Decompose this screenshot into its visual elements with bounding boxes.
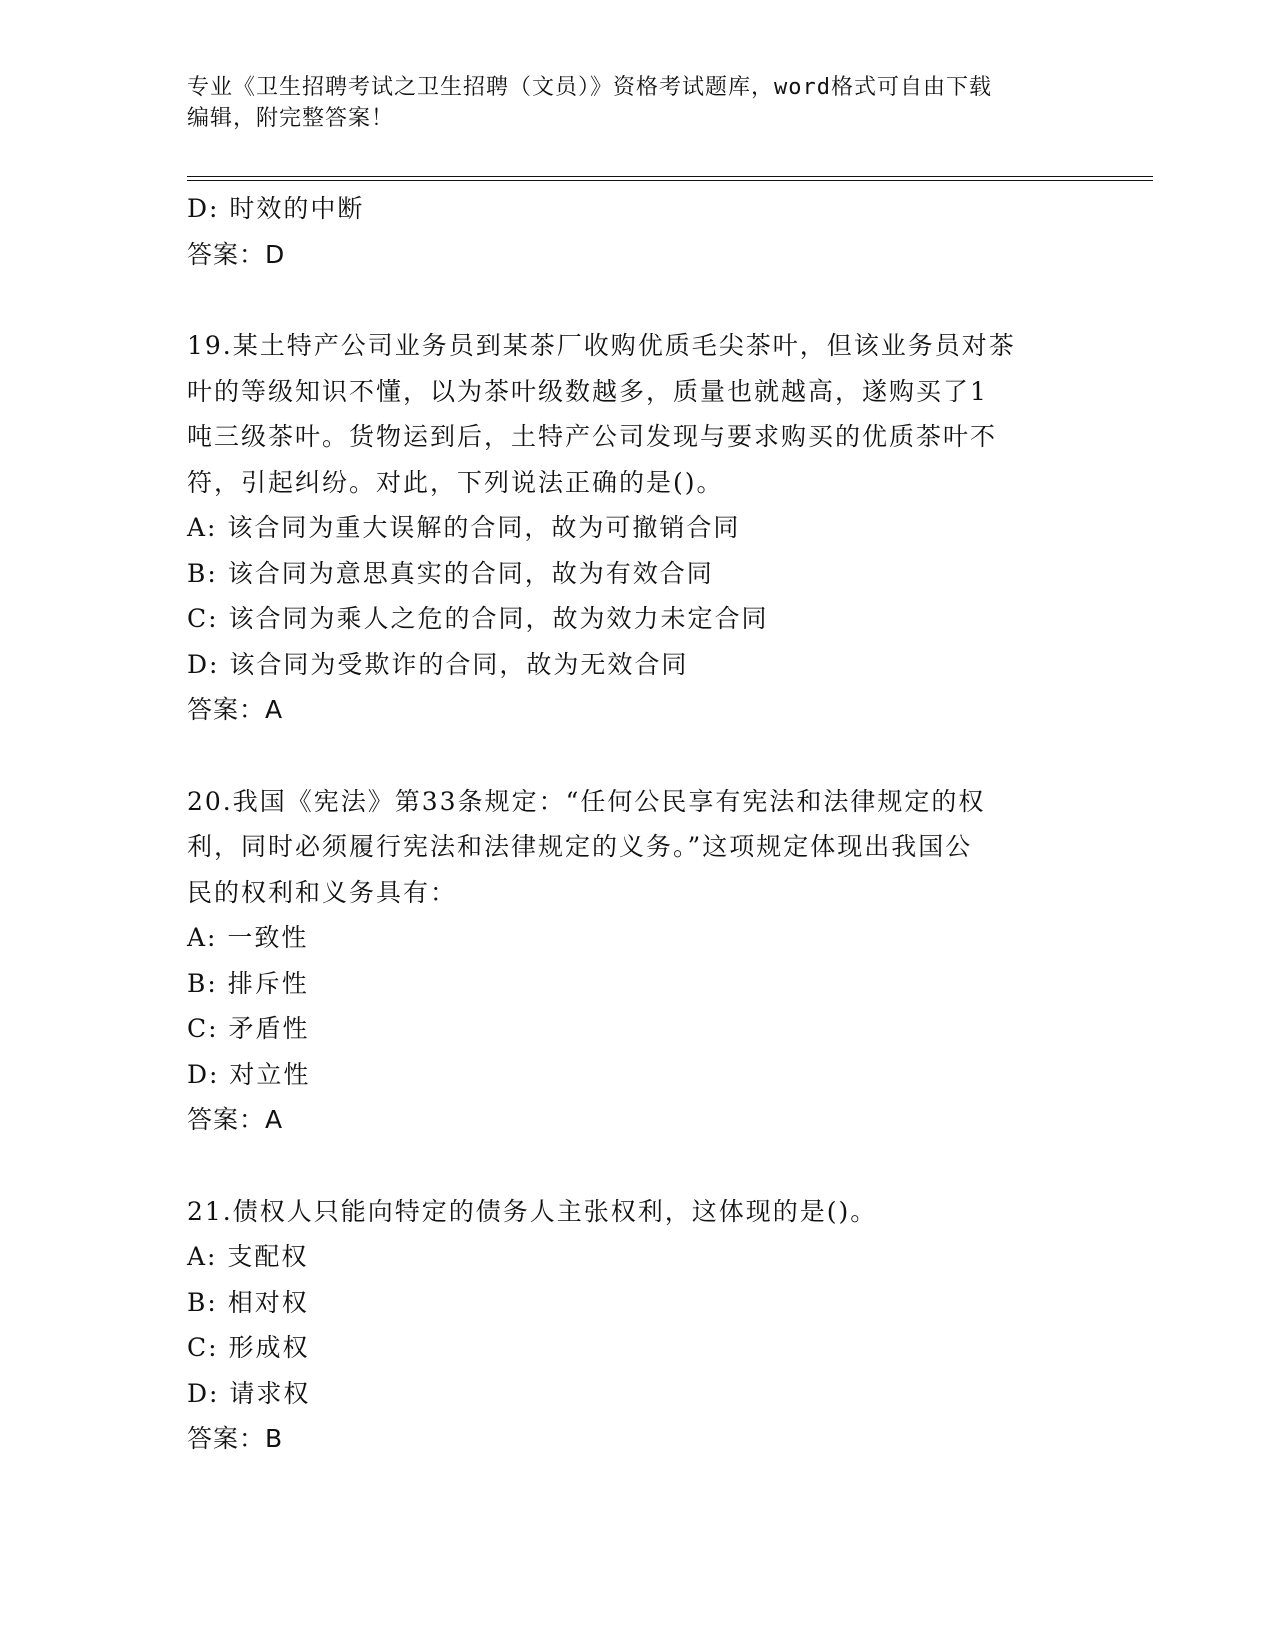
option-c: C: 该合同为乘人之危的合同，故为效力未定合同	[187, 604, 769, 633]
question-20	[187, 779, 1087, 1143]
option-c: C: 矛盾性	[187, 1014, 310, 1043]
option-a: A: 该合同为重大误解的合同，故为可撤销合同	[187, 513, 741, 542]
question-stem-line: 20.我国《宪法》第33条规定：“任何公民享有宪法和法律规定的权	[187, 786, 986, 816]
option-d: D: 对立性	[187, 1059, 311, 1089]
option-c: C: 形成权	[187, 1333, 310, 1362]
question-stem-line: 利，同时必须履行宪法和法律规定的义务。”这项规定体现出我国公	[187, 832, 973, 861]
question-stem-line: 吨三级茶叶。货物运到后，土特产公司发现与要求购买的优质茶叶不	[187, 422, 998, 451]
question-list	[187, 186, 1087, 1462]
option-b: B: 该合同为意思真实的合同，故为有效合同	[187, 558, 714, 588]
option-b: B: 相对权	[187, 1287, 309, 1317]
header-divider-bottom	[187, 180, 1153, 181]
answer-line: 答案：A	[187, 1105, 284, 1134]
question-19	[187, 323, 1087, 733]
answer-line: 答案：A	[187, 695, 284, 724]
option-a: A: 支配权	[187, 1242, 309, 1271]
question-21	[187, 1189, 1087, 1462]
header-line-1: 专业《卫生招聘考试之卫生招聘（文员）》资格考试题库，word格式可自由下载	[187, 75, 992, 100]
option-d: D: 请求权	[187, 1378, 311, 1408]
option-d: D: 该合同为受欺诈的合同，故为无效合同	[187, 649, 689, 679]
answer-line: 答案：B	[187, 1424, 284, 1453]
option-d: D: 时效的中断	[187, 194, 365, 223]
option-b: B: 排斥性	[187, 968, 309, 998]
header-line-2: 编辑，附完整答案！	[187, 106, 395, 131]
question-stem-line: 19.某土特产公司业务员到某茶厂收购优质毛尖茶叶，但该业务员对茶	[187, 331, 1016, 360]
question-stem-line: 21.债权人只能向特定的债务人主张权利，这体现的是()。	[187, 1196, 878, 1226]
document-header	[187, 72, 1087, 134]
question-stem-line: 叶的等级知识不懂，以为茶叶级数越多，质量也就越高，遂购买了1	[187, 376, 988, 406]
option-a: A: 一致性	[187, 923, 309, 952]
answer-line: 答案：D	[187, 239, 286, 269]
question-stem-line: 民的权利和义务具有：	[187, 877, 458, 907]
header-divider-top	[187, 176, 1153, 177]
question-stem-line: 符，引起纠纷。对此，下列说法正确的是()。	[187, 467, 724, 497]
